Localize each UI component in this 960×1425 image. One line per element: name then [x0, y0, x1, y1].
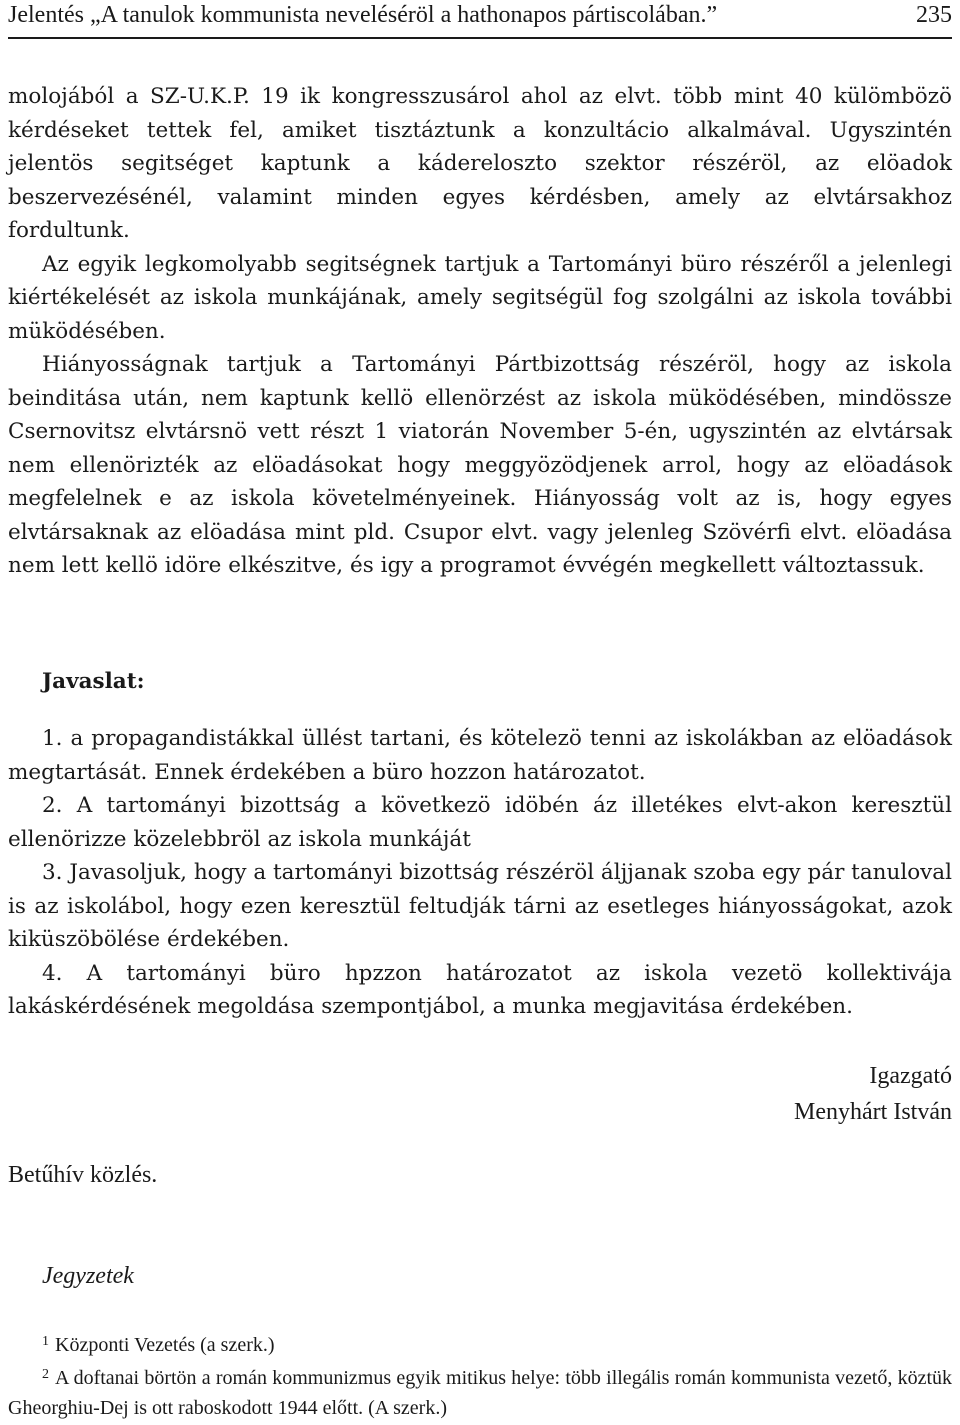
proposal-heading: Javaslat:	[42, 669, 145, 694]
footnote-marker: 1	[42, 1334, 49, 1349]
running-header	[8, 0, 952, 40]
signatory-name: Menyhárt István	[794, 1099, 952, 1125]
proposal-item-3: 3. Javasoljuk, hogy a tartományi bizottság részéröl áljjanak szoba egy pár tanuloval is az iskolábol, hogy ezen keresztül feltudják tárni az esetleges hiányosságokat, azok kiküszöbölése érdekében.	[8, 860, 952, 952]
body-paragraph-2: Az egyik legkomolyabb segitségnek tartjuk a Tartományi büro részéről a jelenlegi kiértékelését az iskola munkájának, amely segitségül fog szolgálni az iskola további müködésében.	[8, 251, 952, 344]
signatory-role: Igazgató	[869, 1063, 952, 1089]
body-paragraph-3: Hiányosságnak tartjuk a Tartományi Pártbizottság részéröl, hogy az iskola beinditása után, nem kaptunk kellö ellenörzést az iskola müködésében, mindössze Csernovitsz elvtársnö vett részt 1 viatorán November 5-én, ugyszintén az elvtársak nem ellenörizték az elöadásokat hogy meggyözödjenek arrol, hogy az elöadások megfelelnek e az iskola követelményeinek. Hiányosság volt az is, hogy egyes elvtársaknak az elöadása mint pld. Csupor elvt. vagy jelenleg Szövérfi elvt. elöadása nem lett kellö idöre elkészitve, és igy a programot évvégén megkellett változtassuk.	[8, 352, 952, 578]
proposal-item-2: 2. A tartományi bizottság a következö idöbén áz illetékes elvt-akon keresztül ellenörizze közelebbröl az iskola munkáját	[8, 793, 952, 852]
footnote-text: A doftanai börtön a román kommunizmus egyik mitikus helye: több illegális román kommunista vezető, köztük Gheorghiu-Dej is ott raboskodott 1944 előtt. (A szerk.)	[8, 1367, 952, 1419]
report-body	[8, 80, 952, 583]
footnotes	[8, 1327, 952, 1423]
footnote-2	[8, 1360, 952, 1423]
source-note: Betűhív közlés.	[8, 1162, 158, 1188]
footnote-text: Központi Vezetés (a szerk.)	[55, 1334, 275, 1356]
footnote-marker: 2	[42, 1367, 49, 1382]
header-rule	[8, 37, 952, 39]
footnote-1	[8, 1327, 952, 1360]
proposal-item-1: 1. a propagandistákkal üllést tartani, és kötelezö tenni az iskolákban az elöadások megtartását. Ennek érdekében a büro hozzon határozatot.	[8, 726, 952, 785]
signature-block	[794, 1058, 952, 1130]
proposal-list	[8, 722, 952, 1024]
body-paragraph-1: molojából a SZ-U.K.P. 19 ik kongresszusárol ahol az elvt. több mint 40 külömbözö kérdéseket tettek fel, amiket tisztáztunk a konzultácio alkalmával. Ugyszintén jelentös segitséget kaptunk a káderelosztо szektor részéröl, az elöadok beszervezésénél, valamint minden egyes kérdésben, amely az elvtársakhoz fordultunk.	[8, 84, 952, 243]
running-title: Jelentés „A tanulok kommunista neveléséröl a hathonapos pártiscolában.”	[8, 2, 718, 28]
notes-title: Jegyzetek	[42, 1263, 134, 1289]
proposal-item-4: 4. A tartományi büro hpzzon határozatot az iskola vezetö kollektivája lakáskérdésének megoldása szempontjábol, a munka megjavitása érdekében.	[8, 960, 952, 1019]
page-number: 235	[916, 2, 952, 28]
